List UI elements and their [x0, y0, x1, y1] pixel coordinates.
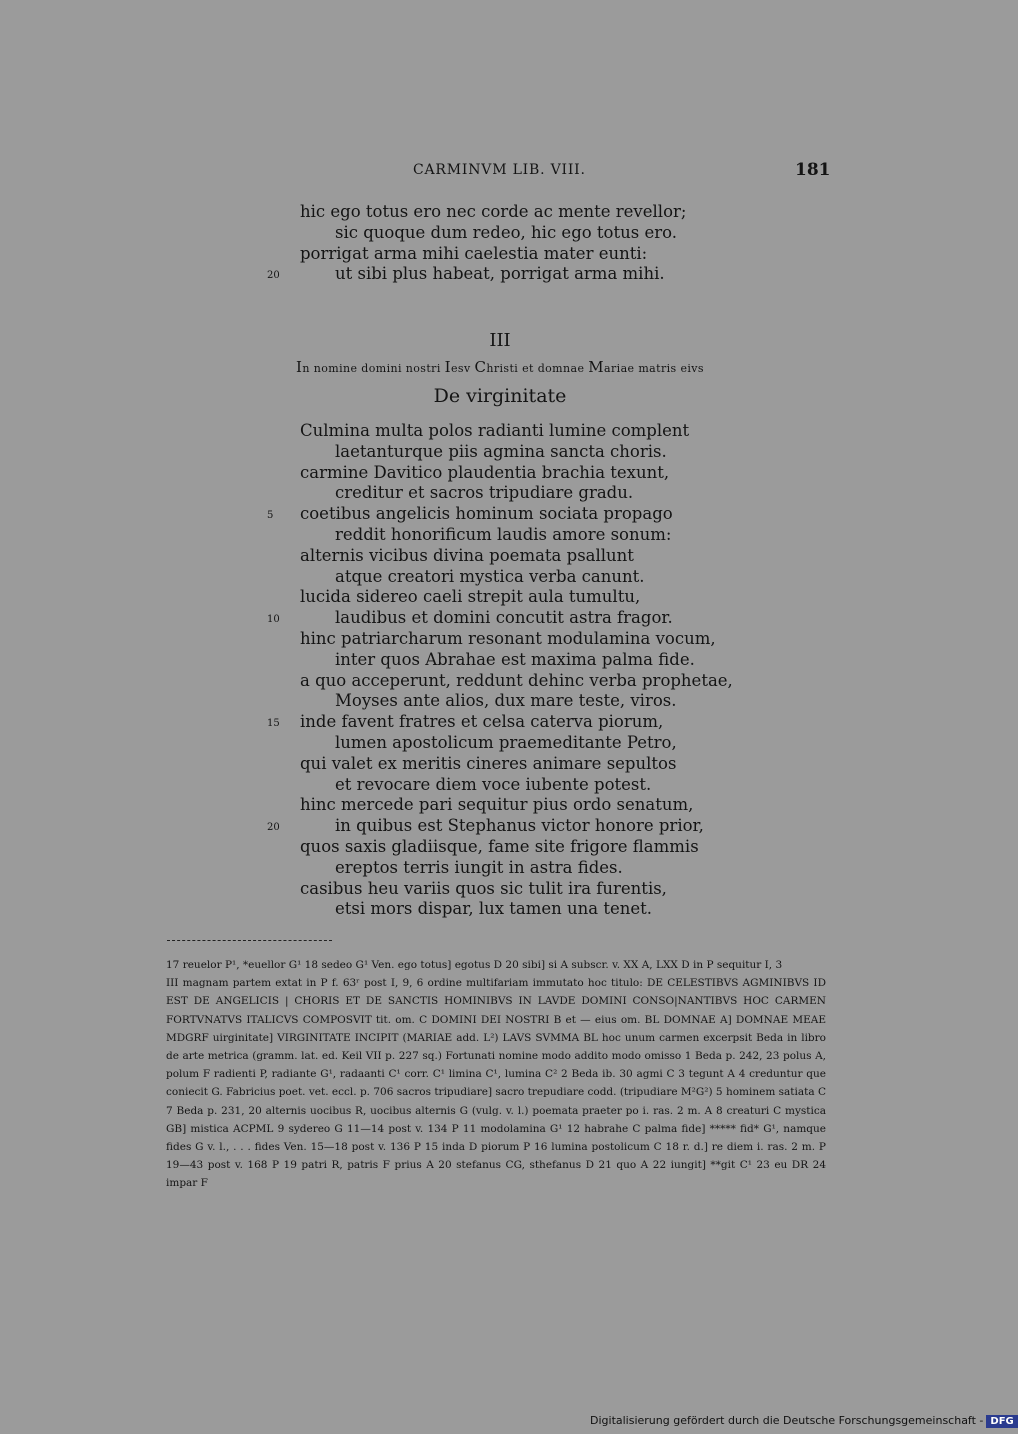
verse-line: 20 ut sibi plus habeat, porrigat arma mihi.	[300, 264, 686, 285]
line-number: 20	[267, 270, 280, 282]
verse-line: 5 coetibus angelicis hominum sociata propago	[300, 504, 733, 525]
verse-line: a quo acceperunt, reddunt dehinc verba prophetae,	[300, 670, 733, 690]
poem-heading: In nomine domini nostri Iesv Christi et domnae Mariae matris eivs	[296, 358, 704, 376]
verse-line: Culmina multa polos radianti lumine complent	[300, 421, 690, 440]
apparatus-paragraph: III magnam partem extat in P f. 63ʳ post I, 9, 6 ordine multifariam immutato hoc titulo: DE CELESTIBVS AGMINIBVS ID EST DE ANGELICIS | CHORIS ET DE SANCTIS HOMINIBVS IN LAVDE DOMINI CONSO|NANTIBVS HOC CARMEN FORTVNATVS ITALICVS COMPOSVIT tit. om. C DOMINI DEI NOSTRI B et — eius om. BL DOMNAE A] DOMNAE MEAE MDGRF uirginitate] VIRGINITATE INCIPIT (MARIAE add. L²) LAVS SVMMA BL hoc unum carmen excerpsit Beda in libro de arte metrica (gramm. lat. ed. Keil VII p. 227 sq.) Fortunati nomine modo addito modo omisso 1 Beda p. 242, 23 polus A, polum F radienti P, radiante G¹, radaanti C¹ corr. C¹ limina C¹, lumina C² 2 Beda ib. 30 agmi C 3 tegunt A 4 creduntur que coniecit G. Fabricius poet. vet. eccl. p. 706 sacros tripudiare] sacro trepudiare codd. (tripudiare M²G²) 5 hominem satiata C 7 Beda p. 231, 20 alternis uocibus R, uocibus alternis G (vulg. v. l.) poemata praeter po i. ras. 2 m. A 8 creaturi C mystica GB] mistica ACPML 9 sydereo G 11—14 post v. 134 P 11 modolamina G¹ 12 habrahe C palma fide] ***** fid* G¹, namque fides G v. l., . . . fides Ven. 15—18 post v. 136 P 15 inda D piorum P 16 lumina postolicum C 18 r. d.] re diem i. ras. 2 m. P 19—43 post v. 168 P 19 patri R, patris F prius A 20 stefanus CG, sthefanus D 21 quo A 22 iungit] **git C¹ 23 eu DR 24 impar F	[166, 977, 826, 1190]
verse-line: laetanturque piis agmina sancta choris.	[335, 441, 667, 461]
poem-subtitle: De virginitate	[433, 385, 567, 407]
footnote-divider	[167, 940, 332, 942]
verse-line: casibus heu variis quos sic tulit ira furentis,	[300, 878, 667, 898]
verse-line: ereptos terris iungit in astra fides.	[335, 857, 623, 877]
verse-line: hinc mercede pari sequitur pius ordo senatum,	[300, 795, 694, 815]
verse-line: reddit honorificum laudis amore sonum:	[335, 524, 672, 544]
verse-line: porrigat arma mihi caelestia mater eunti:	[300, 243, 648, 263]
verse-line: atque creatori mystica verba canunt.	[335, 566, 645, 586]
running-title: CARMINVM LIB. VIII.	[413, 162, 586, 178]
verse-line: qui valet ex meritis cineres animare sepultos	[300, 753, 677, 773]
line-number: 15	[267, 718, 280, 730]
poem-number: III	[489, 330, 511, 351]
verse-line: sic quoque dum redeo, hic ego totus ero.	[335, 222, 678, 242]
verse-line: inter quos Abrahae est maxima palma fide.	[335, 649, 695, 669]
line-number: 10	[267, 614, 280, 626]
verse-line: alternis vicibus divina poemata psallunt	[300, 545, 634, 565]
verse-line: hinc patriarcharum resonant modulamina vocum,	[300, 628, 716, 648]
verse-line: creditur et sacros tripudiare gradu.	[335, 483, 634, 503]
verse-line: 15 inde favent fratres et celsa caterva piorum,	[300, 712, 733, 733]
verse-line: etsi mors dispar, lux tamen una tenet.	[335, 899, 653, 919]
verse-line: lucida sidereo caeli strepit aula tumultu,	[300, 587, 641, 607]
running-head	[0, 162, 1000, 182]
line-number: 5	[267, 510, 274, 522]
verse-line: carmine Davitico plaudentia brachia texunt,	[300, 462, 670, 482]
verse-line: quos saxis gladiisque, fame site frigore flammis	[300, 836, 699, 856]
digitization-credit	[590, 1414, 1018, 1428]
apparatus-paragraph: 17 reuelor P¹, *euellor G¹ 18 sedeo G¹ Ven. ego totus] egotus D 20 sibi] si A subscr. v. XX A, LXX D in P sequitur I, 3	[166, 959, 783, 971]
critical-apparatus	[166, 956, 826, 1193]
verse-line: 10 laudibus et domini concutit astra fragor.	[300, 608, 733, 629]
verse-block-top	[267, 202, 687, 285]
verse-line: lumen apostolicum praemeditante Petro,	[335, 732, 677, 752]
dfg-logo-icon: DFG	[986, 1415, 1017, 1428]
line-number: 20	[267, 822, 280, 834]
page-number: 181	[795, 160, 831, 180]
credit-text: Digitalisierung gefördert durch die Deutsche Forschungsgemeinschaft -	[590, 1414, 984, 1427]
verse-line: 20 in quibus est Stephanus victor honore prior,	[300, 816, 733, 837]
verse-block-main	[267, 421, 733, 920]
verse-line: et revocare diem voce iubente potest.	[335, 774, 652, 794]
verse-line: Moyses ante alios, dux mare teste, viros.	[335, 691, 677, 711]
verse-line: hic ego totus ero nec corde ac mente revellor;	[300, 202, 687, 221]
